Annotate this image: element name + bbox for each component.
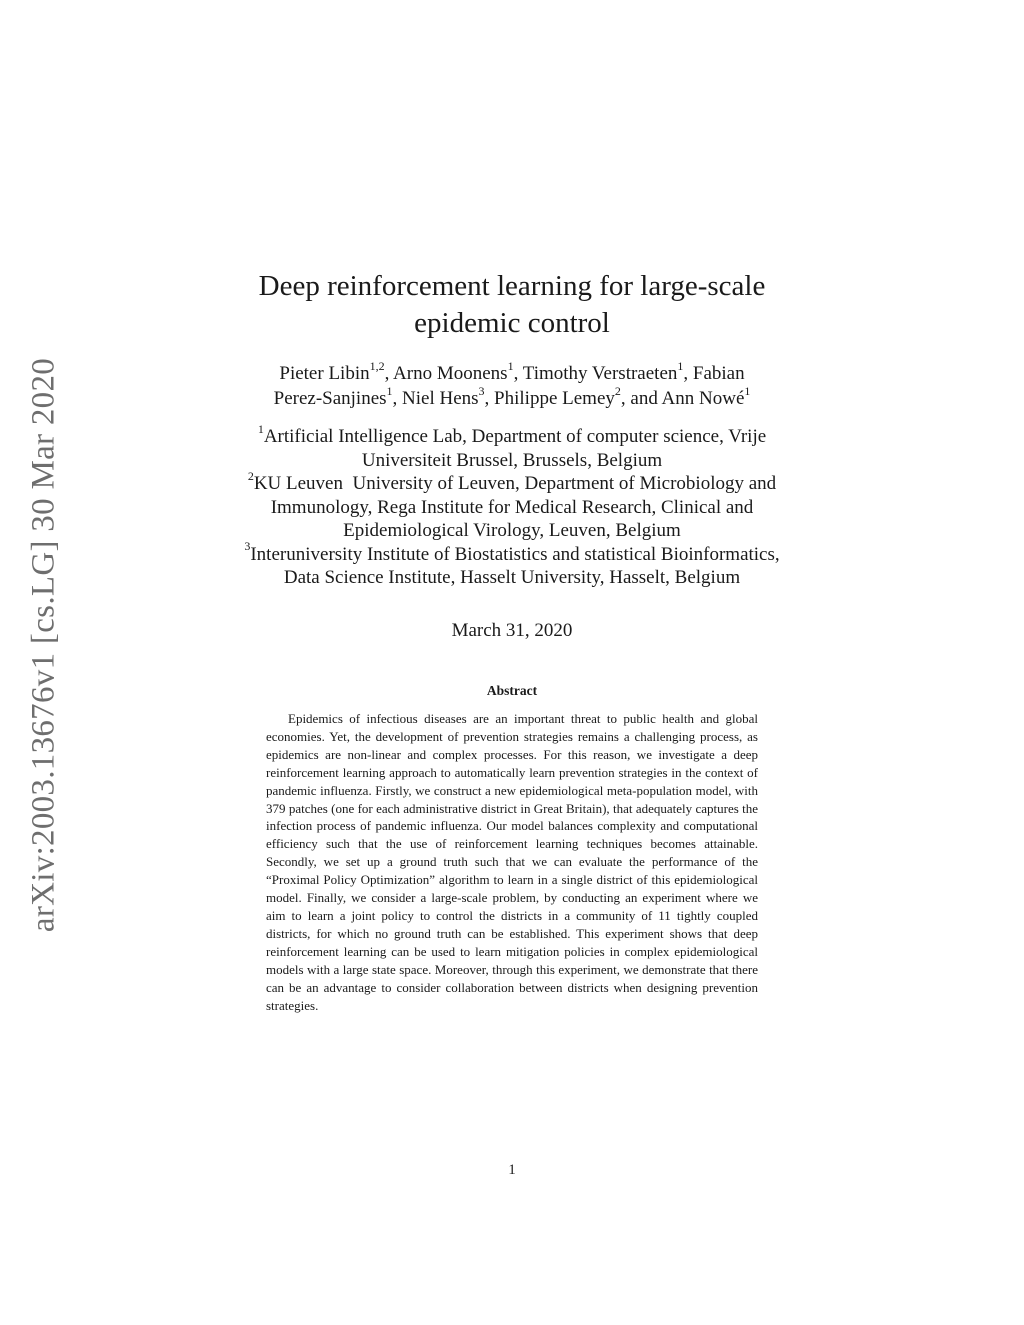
author-name: Perez-Sanjines xyxy=(273,388,387,409)
affiliation-marker: 3 xyxy=(244,539,251,554)
author-name: , Philippe Lemey xyxy=(484,388,615,409)
author-line-1 xyxy=(200,358,824,386)
author-name: , Timothy Verstraeten xyxy=(513,363,678,384)
author-affiliation-marker: 1 xyxy=(744,383,751,398)
author-name: , Niel Hens xyxy=(392,388,479,409)
page-number: 1 xyxy=(508,1162,516,1178)
title-line-1: Deep reinforcement learning for large-scale xyxy=(258,270,766,302)
affiliation-text: Artificial Intelligence Lab, Department of computer science, Vrije xyxy=(263,426,767,447)
affiliation-3-line-1 xyxy=(180,539,844,567)
affiliation-3-line-2: Data Science Institute, Hasselt University, Hasselt, Belgium xyxy=(283,567,741,588)
abstract-heading: Abstract xyxy=(486,683,538,698)
affiliation-1-line-2: Universiteit Brussel, Brussels, Belgium xyxy=(361,449,663,471)
publication-date: March 31, 2020 xyxy=(451,620,573,641)
author-affiliation-marker: 1 xyxy=(386,383,393,398)
author-affiliation-marker: 1 xyxy=(507,358,514,373)
affiliation-text: Interuniversity Institute of Biostatistics and statistical Bioinformatics, xyxy=(250,543,780,565)
affiliation-marker: 1 xyxy=(257,421,264,436)
author-name: Pieter Libin xyxy=(279,363,370,384)
affiliation-marker: 2 xyxy=(247,468,254,483)
affiliation-2-line-1 xyxy=(180,468,844,496)
affiliation-2-line-3: Epidemiological Virology, Leuven, Belgium xyxy=(343,520,681,541)
author-line-2 xyxy=(200,383,824,411)
author-affiliation-marker: 3 xyxy=(478,383,485,398)
affiliation-1-line-1 xyxy=(180,421,844,449)
author-list xyxy=(200,358,824,411)
abstract-paragraph: Epidemics of infectious diseases are an important threat to public health and global economies. Yet, the development of prevention strategies remains a challenging process, as epidemics are non-linear and complex processes. For this reason, we investigate a deep reinforcement learning approach to automatically learn prevention strategies in the context of pandemic influenza. Firstly, we construct a new epidemiological meta-population model, with 379 patches (one for each administrative district in Great Britain), that adequately captures the infection process of pandemic influenza. Our model balances complexity and computational efficiency such that the use of reinforcement learning techniques becomes attainable. Secondly, we set up a ground truth such that we can evaluate the performance of the “Proximal Policy Optimization” algorithm to learn in a single district of this epidemiological model. Finally, we consider a large-scale problem, by conducting an experiment where we aim to learn a joint policy to control the districts in a community of 11 tightly coupled districts, for which no ground truth can be established. This experiment shows that deep reinforcement learning can be used to learn mitigation policies in complex epidemiological models with a large state space. Moreover, through this experiment, we demonstrate that there can be an advantage to consider collaboration between districts when designing prevention strategies. xyxy=(266,711,758,1013)
author-name: , Fabian xyxy=(683,363,745,384)
affiliation-2-line-2: Immunology, Rega Institute for Medical Research, Clinical and xyxy=(270,496,754,518)
affiliation-text: KU Leuven University of Leuven, Department of Microbiology and xyxy=(253,473,777,494)
author-name: , Arno Moonens xyxy=(384,363,508,384)
abstract-body xyxy=(266,710,758,1014)
author-affiliation-marker: 1 xyxy=(677,358,684,373)
arxiv-identifier: arXiv:2003.13676v1 [cs.LG] 30 Mar 2020 xyxy=(25,357,62,933)
author-affiliation-marker: 2 xyxy=(614,383,621,398)
author-affiliation-marker: 1,2 xyxy=(369,358,385,373)
title-line-2: epidemic control xyxy=(414,307,610,339)
affiliation-list xyxy=(180,421,844,590)
paper-title xyxy=(200,268,824,342)
author-name: , and Ann Nowé xyxy=(620,388,745,409)
